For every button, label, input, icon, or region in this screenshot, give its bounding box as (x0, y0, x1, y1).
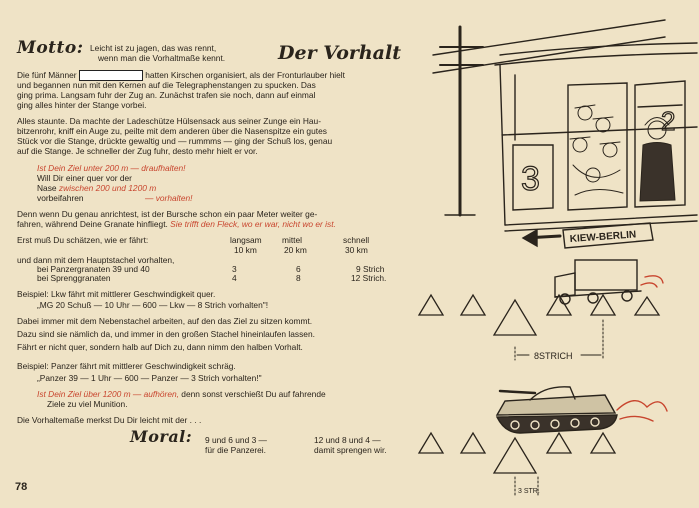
motto-label: Motto: (17, 38, 84, 58)
speed-head-langsam: langsam (230, 235, 262, 245)
ex2-quote: „Panzer 39 — 1 Uhr — 600 — Panzer — 3 Strich vorhalten!" (37, 373, 262, 383)
ex2-intro: Beispiel: Panzer fährt mit mittlerer Geschwindigkeit schräg. (17, 361, 236, 371)
p1-line-1-post: hatten Kirschen organisiert, als der Fronturlauber hielt (142, 70, 345, 80)
p4-line-3: Fährt er nicht quer, sondern halb auf Dich zu, dann nimm den halben Vorhalt. (17, 342, 303, 352)
p1-line-2: und begannen nun mit den Kernen auf die Telegraphenstangen zu spucken. Das (17, 80, 316, 90)
speed-val-1-3: 9 Strich (356, 264, 385, 274)
motto-line-1: Leicht ist zu jagen, das was rennt, (90, 43, 217, 53)
speed-val-2-2: 8 (296, 273, 301, 283)
moral-b-2: damit sprengen wir. (314, 445, 387, 455)
rule3-line-2: Ziele zu viel Munition. (47, 399, 128, 409)
speed-intro: Erst muß Du schätzen, wie er fährt: (17, 235, 149, 245)
train-car-icon (495, 43, 697, 231)
speed-val-1-1: 3 (232, 264, 237, 274)
p3-line-1: Denn wenn Du genau anrichtest, ist der Bursche schon ein paar Meter weiter ge- (17, 209, 318, 219)
speed-km-mittel: 20 km (284, 245, 307, 255)
eight-strich-label: 8STRICH (534, 351, 573, 361)
rule2-line-2 (37, 183, 156, 193)
p2-line-3: Stück vor die Stange, drückte gewaltig und — rummms — ging der Schuß los, genau (17, 136, 333, 146)
rule2-line-1: Will Dir einer quer vor der (37, 173, 132, 183)
p1-line-3: ging prima. Langsam fuhr der Zug an. Zunächst trafen sie noch, dann auf einmal (17, 90, 316, 100)
p3-line-2 (17, 219, 336, 229)
p4-line-1: Dabei immer mit dem Nebenstachel arbeiten, auf den das Ziel zu sitzen kommt. (17, 316, 313, 326)
ex1-quote: „MG 20 Schuß — 10 Uhr — 600 — Lkw — 8 Strich vorhalten"! (37, 300, 269, 310)
car-number-left: 3 (521, 160, 540, 198)
moral-a-1: 9 und 6 und 3 — (205, 435, 267, 445)
moral-label: Moral: (130, 427, 193, 446)
page-title: Der Vorhalt (278, 42, 401, 64)
sign-text: KIEW-BERLIN (569, 229, 637, 245)
speed-row-spreng: bei Sprenggranaten (37, 273, 111, 283)
p3-line-2-text: fahren, während Deine Granate hinfliegt. (17, 219, 171, 229)
page-number: 78 (15, 481, 28, 493)
aiming-triangles-lower (419, 433, 615, 473)
p4-line-2: Dazu sind sie nämlich da, und immer in den großen Stachel hineinlaufen lassen. (17, 329, 315, 339)
closing-line: Die Vorhaltemaße merkst Du Dir leicht mit der . . . (17, 415, 202, 425)
p2-line-2: bitzenrohr, kniff ein Auge zu, peilte mit dem anderen über die Nasenspitze ein gutes (17, 126, 327, 136)
p2-line-4: auf die Stange. Je schneller der Zug fuhr, desto mehr hielt er vor. (17, 146, 258, 156)
speed-head-mittel: mittel (282, 235, 303, 245)
car-number-right: 2 (661, 106, 676, 136)
speed-val-2-1: 4 (232, 273, 237, 283)
rule2-nase: Nase (37, 183, 59, 193)
speed-und-line: und dann mit dem Hauptstachel vorhalten, (17, 255, 175, 265)
three-strich-label: 3 STR. (518, 488, 540, 495)
rule-under-200: Ist Dein Ziel unter 200 m — draufhalten! (37, 163, 186, 173)
telegraph-pole-icon (433, 20, 665, 215)
speed-val-2-3: 12 Strich. (351, 273, 387, 283)
rule2-range: zwischen 200 und 1200 m (58, 183, 157, 193)
speed-head-schnell: schnell (343, 235, 370, 245)
rule2-line-3: vorbeifahren (37, 193, 84, 203)
soldiers-in-window-icon (570, 105, 623, 195)
p3-line-2-red: Sie trifft den Fleck, wo er war, nicht wo er ist. (170, 219, 336, 229)
ex1-intro: Beispiel: Lkw fährt mit mittlerer Geschwindigkeit quer. (17, 289, 216, 299)
p1-line-4: ging alles hinter der Stange vorbei. (17, 100, 147, 110)
speed-km-langsam: 10 km (234, 245, 257, 255)
speed-km-schnell: 30 km (345, 245, 368, 255)
speed-val-1-2: 6 (296, 264, 301, 274)
lead-illustration (405, 15, 699, 508)
motto-line-2: wenn man die Vorhaltmaße kennt. (98, 53, 226, 63)
p2-line-1: Alles staunte. Da machte der Ladeschütze Hülsensack aus seiner Zunge ein Hau- (17, 116, 321, 126)
p1-line-1-pre: Die fünf Männer (17, 70, 79, 80)
rule3-line-1 (37, 389, 326, 399)
moral-b-1: 12 und 8 und 4 — (314, 435, 381, 445)
tank-icon (497, 387, 667, 433)
rule2-vorhalten: — vorhalten! (145, 193, 193, 203)
aiming-triangles-upper (419, 295, 659, 335)
moral-a-2: für die Panzerei. (205, 445, 266, 455)
speed-row-panzer: bei Panzergranaten 39 und 40 (37, 264, 150, 274)
rule3-rest: denn sonst verschießt Du auf fahrende (178, 389, 326, 399)
rule3-red: Ist Dein Ziel über 1200 m — aufhören, (37, 389, 179, 399)
